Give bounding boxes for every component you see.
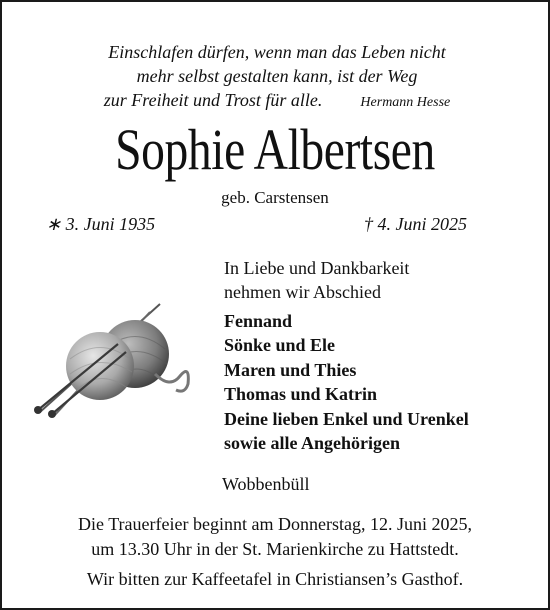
death-date: † 4. Juni 2025 — [364, 214, 467, 234]
deceased-name: Sophie Albertsen — [115, 117, 435, 182]
mourners-intro — [224, 256, 534, 304]
mourner-name: Thomas und Katrin — [224, 384, 378, 405]
yarn-balls-knitting-needles-icon — [30, 294, 200, 424]
service-info — [12, 512, 538, 592]
birth-name: geb. Carstensen — [221, 188, 329, 207]
place-name: Wobbenbüll — [222, 474, 310, 494]
service-line: um 13.30 Uhr in der St. Marienkirche zu Hattstedt. — [91, 539, 459, 559]
mourner-name: Maren und Thies — [224, 359, 357, 380]
mourners-list — [224, 309, 544, 455]
hesse-quote — [42, 40, 512, 115]
mourner-name: Sönke und Ele — [224, 335, 336, 356]
service-line: Wir bitten zur Kaffeetafel in Christiansen’s Gasthof. — [86, 569, 464, 589]
intro-line: In Liebe und Dankbarkeit — [224, 258, 410, 278]
intro-line: nehmen wir Abschied — [224, 282, 381, 302]
quote-author: Hermann Hesse — [360, 95, 451, 110]
mourner-name: Fennand — [224, 311, 293, 331]
quote-line: mehr selbst gestalten kann, ist der Weg — [136, 66, 418, 86]
service-line: Die Trauerfeier beginnt am Donnerstag, 12. Juni 2025, — [78, 514, 472, 534]
mourner-name: sowie alle Angehörigen — [224, 433, 400, 454]
mourner-name: Deine lieben Enkel und Urenkel — [224, 408, 469, 429]
quote-line-text: zur Freiheit und Trost für alle. — [103, 90, 323, 110]
quote-line: Einschlafen dürfen, wenn man das Leben nicht — [108, 42, 446, 62]
birth-date: ∗ 3. Juni 1935 — [46, 214, 156, 234]
quote-line — [42, 88, 512, 115]
